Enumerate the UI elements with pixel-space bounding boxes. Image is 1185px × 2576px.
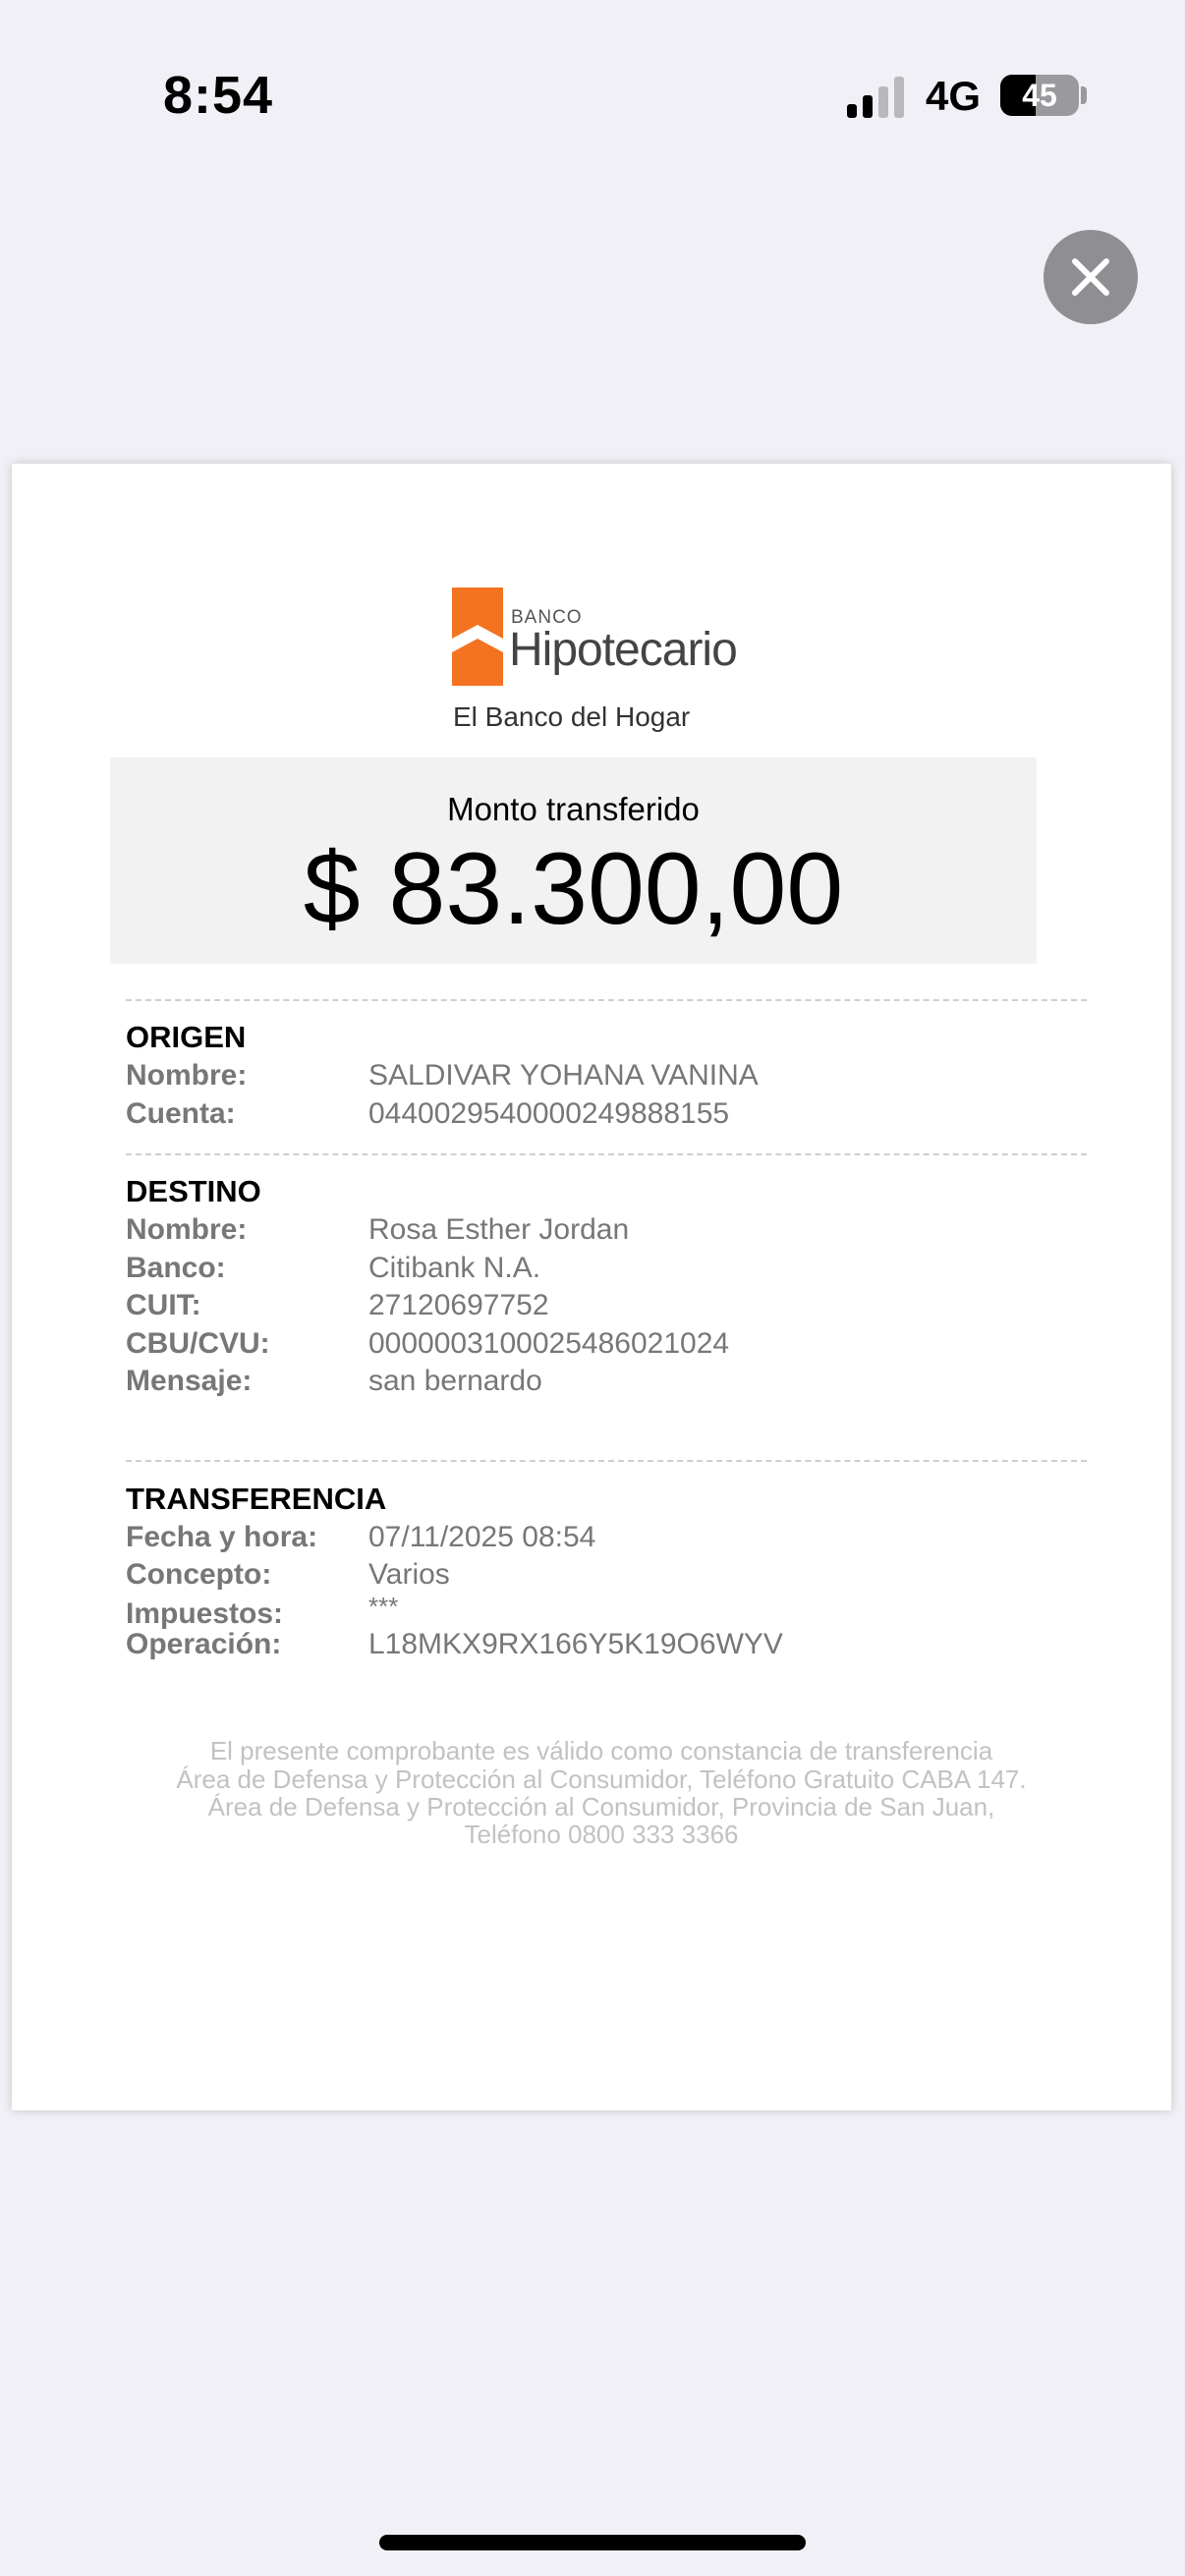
footer-line-4: Teléfono 0800 333 3366 (464, 1820, 739, 1849)
origen-cuenta-label: Cuenta: (126, 1097, 236, 1130)
battery-nub (1081, 86, 1087, 104)
logo-banco-text: BANCO (511, 607, 583, 628)
transferencia-title: TRANSFERENCIA (126, 1482, 387, 1516)
origen-nombre-value: SALDIVAR YOHANA VANINA (368, 1059, 759, 1092)
destino-banco-label: Banco: (126, 1252, 226, 1284)
logo-tagline: El Banco del Hogar (453, 701, 691, 732)
destino-title: DESTINO (126, 1174, 261, 1208)
operacion-label: Operación: (126, 1628, 282, 1660)
bank-logo (452, 588, 766, 745)
footer-line-3: Área de Defensa y Protección al Consumidor, Provincia de San Juan, (207, 1792, 995, 1821)
divider (126, 999, 1087, 1001)
signal-icon (847, 77, 906, 118)
bank-logo-mark-icon (452, 588, 503, 686)
origen-title: ORIGEN (126, 1020, 247, 1054)
destino-banco-value: Citibank N.A. (368, 1252, 541, 1284)
status-time: 8:54 (163, 66, 274, 125)
home-indicator[interactable] (379, 2535, 806, 2550)
battery-icon (1000, 75, 1079, 116)
receipt-card (12, 464, 1171, 2110)
close-button[interactable] (1044, 230, 1138, 324)
footer-line-1: El presente comprobante es válido como constancia de transferencia (209, 1736, 993, 1765)
concepto-value: Varios (368, 1558, 450, 1591)
destino-nombre-label: Nombre: (126, 1213, 248, 1246)
impuestos-value: *** (368, 1592, 399, 1621)
logo-bank-name: Hipotecario (509, 624, 737, 676)
destino-cuit-value: 27120697752 (368, 1289, 549, 1321)
origen-nombre-label: Nombre: (126, 1059, 248, 1092)
amount-label: Monto transferido (447, 791, 700, 827)
footer-line-2: Área de Defensa y Protección al Consumidor, Teléfono Gratuito CABA 147. (176, 1764, 1027, 1794)
concepto-label: Concepto: (126, 1558, 272, 1591)
amount-value: $ 83.300,00 (303, 832, 844, 946)
destino-cbu-label: CBU/CVU: (126, 1327, 270, 1360)
destino-cbu-value: 0000003100025486021024 (368, 1327, 730, 1360)
divider (126, 1153, 1087, 1155)
battery-level: 45 (1022, 78, 1057, 113)
operacion-value: L18MKX9RX166Y5K19O6WYV (368, 1628, 783, 1660)
close-icon (1069, 255, 1112, 299)
destino-cuit-label: CUIT: (126, 1289, 201, 1321)
destino-mensaje-value: san bernardo (368, 1365, 542, 1397)
network-type: 4G (926, 73, 982, 119)
fecha-value: 07/11/2025 08:54 (368, 1521, 596, 1553)
impuestos-label: Impuestos: (126, 1597, 284, 1630)
origen-cuenta-value: 0440029540000249888155 (368, 1097, 730, 1130)
amount-box (110, 757, 1037, 964)
divider (126, 1460, 1087, 1462)
fecha-label: Fecha y hora: (126, 1521, 318, 1553)
destino-mensaje-label: Mensaje: (126, 1365, 253, 1397)
destino-nombre-value: Rosa Esther Jordan (368, 1213, 630, 1246)
